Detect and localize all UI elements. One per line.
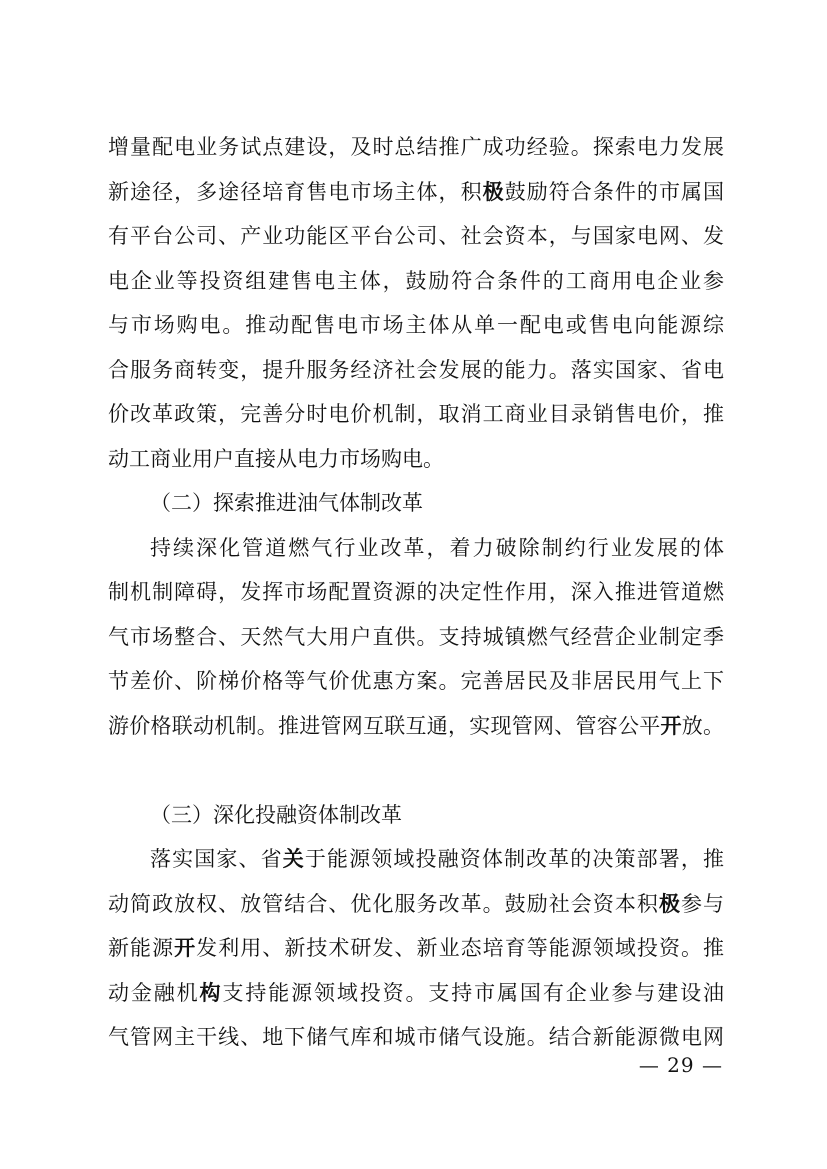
text-line [108,259,724,304]
section-heading [108,481,724,526]
bold-text: 构 [199,979,223,1005]
body-text: 增量配电业务试点建设，及时总结推广成功经验。探索电力发展 [108,135,724,159]
body-text: 动简政放权、放管结合、优化服务改革。鼓励社会资本积 [108,891,659,916]
body-text: 合服务商转变，提升服务经济社会发展的能力。落实国家、省电 [108,357,724,382]
body-text: 价改革政策，完善分时电价机制，取消工商业目录销售电价，推 [108,402,724,426]
body-text: （三）深化投融资体制改革 [150,802,402,827]
body-text: 节差价、阶梯价格等气价优惠方案。完善居民及非居民用气上下 [108,669,724,693]
body-text: 与市场购电。推动配售电市场主体从单一配电或售电向能源综 [108,313,724,337]
body-text: 落实国家、省 [150,847,283,871]
bold-text: 开 [174,935,197,960]
text-line [108,926,724,971]
body-text: 于能源领域投融资体制改革的决策部署，推 [304,847,724,871]
body-text: 动金融机 [108,980,200,1005]
text-line [108,971,724,1016]
text-line [108,303,724,348]
body-text: 制机制障碍，发挥市场配置资源的决定性作用，深入推进管道燃 [108,580,724,604]
bold-text: 关 [282,846,305,871]
body-text: 发利用、新技术研发、新业态培育等能源领域投资。推 [196,936,724,960]
body-text: 气管网主干线、地下储气库和城市储气设施。结合新能源微电网 [108,1025,724,1049]
body-text: 新途径，多途径培育售电市场主体，积 [108,179,483,204]
body-text: 动工商业用户直接从电力市场购电。 [108,446,444,471]
text-line [108,214,724,259]
body-text: 参与 [680,891,724,916]
text-line [108,704,724,749]
body-text: 新能源 [108,936,175,960]
text-line [108,659,724,704]
text-line [108,170,724,215]
bold-text: 开 [660,712,682,738]
body-text: 气市场整合、天然气大用户直供。支持城镇燃气经营企业制定季 [108,624,724,649]
text-line [108,570,724,615]
text-line [108,526,724,571]
document-body [108,125,724,1060]
body-text: 持续深化管道燃气行业改革，着力破除制约行业发展的体 [150,535,724,560]
body-text: 电企业等投资组建售电主体，鼓励符合条件的工商用电企业参 [108,268,724,293]
bold-text: 极 [658,890,681,916]
blank-line [108,748,724,793]
body-text: 游价格联动机制。推进管网互联互通，实现管网、管容公平 [108,713,661,738]
text-line [108,1015,724,1060]
text-line [108,437,724,482]
text-line [108,392,724,437]
section-heading [108,793,724,838]
text-line [108,837,724,882]
body-text: （二）探索推进油气体制改革 [150,491,423,515]
page-number: — 29 — [638,1053,723,1077]
text-line [108,615,724,660]
text-line [108,348,724,393]
body-text: 支持能源领域投资。支持市属国有企业参与建设油 [222,980,724,1005]
body-text: 鼓励符合条件的市属国 [504,179,724,204]
bold-text: 极 [482,178,505,204]
body-text: 放。 [681,713,724,738]
text-line [108,125,724,170]
text-line [108,882,724,927]
body-text: 有平台公司、产业功能区平台公司、社会资本，与国家电网、发 [108,224,724,248]
